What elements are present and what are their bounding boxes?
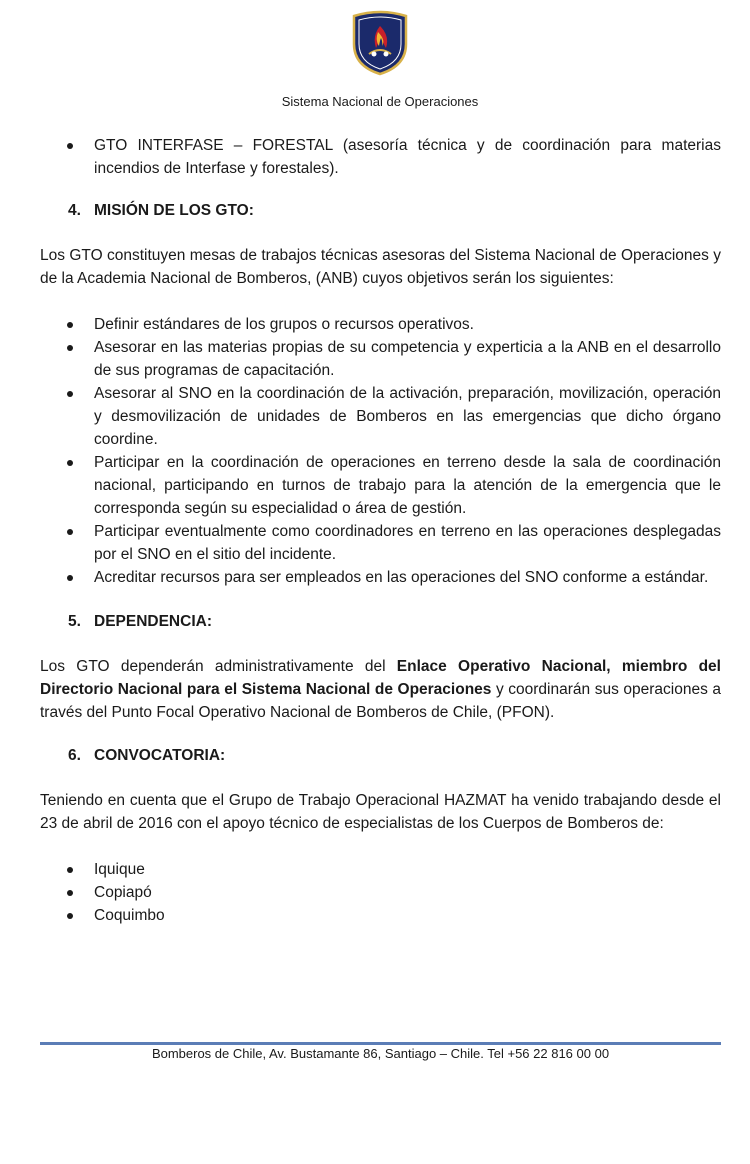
intro-bullet-list: [40, 134, 721, 180]
list-item: GTO INTERFASE – FORESTAL (asesoría técnica y de coordinación para materias incendios de Interfase y forestales).: [40, 134, 721, 180]
header-subtitle: Sistema Nacional de Operaciones: [281, 94, 479, 109]
section-6-bullet-list: [40, 858, 721, 927]
list-item: Iquique: [40, 858, 721, 881]
list-item: Participar eventualmente como coordinadores en terreno en las operaciones desplegadas por el SNO en el sitio del incidente.: [40, 520, 721, 566]
list-item: Coquimbo: [40, 904, 721, 927]
document-body: [40, 134, 721, 927]
section-4-paragraph: Los GTO constituyen mesas de trabajos técnicas asesoras del Sistema Nacional de Operaciones y de la Academia Nacional de Bomberos, (ANB) cuyos objetivos serán los siguientes:: [40, 247, 721, 287]
footer-address: Bomberos de Chile, Av. Bustamante 86, Santiago – Chile. Tel +56 22 816 00 00: [151, 1046, 610, 1061]
list-item: Acreditar recursos para ser empleados en las operaciones del SNO conforme a estándar.: [40, 566, 721, 589]
bomberos-chile-logo: [350, 10, 410, 76]
list-item: Asesorar al SNO en la coordinación de la activación, preparación, movilización, operación y desmovilización de unidades de Bomberos en las emergencias que dicho órgano coordine.: [40, 382, 721, 451]
list-item: Definir estándares de los grupos o recursos operativos.: [40, 313, 721, 336]
section-5-bold-text: Enlace Operativo Nacional, miembro del Directorio Nacional para el Sistema Nacional de Operaciones: [40, 658, 721, 698]
list-item: Participar en la coordinación de operaciones en terreno desde la sala de coordinación nacional, participando en turnos de trabajo para la atención de la emergencia que le corresponda según su especialidad o área de gestión.: [40, 451, 721, 520]
section-5-paragraph: Los GTO dependerán administrativamente del Enlace Operativo Nacional, miembro del Directorio Nacional para el Sistema Nacional de Operaciones y coordinarán sus operaciones a través del Punto Focal Operativo Nacional de Bomberos de Chile, (PFON).: [40, 658, 721, 721]
list-item: Asesorar en las materias propias de su competencia y experticia a la ANB en el desarrollo de sus programas de capacitación.: [40, 336, 721, 382]
footer-divider: [40, 1042, 721, 1045]
section-4-bullet-list: [40, 313, 721, 589]
section-4-heading: 4. MISIÓN DE LOS GTO:: [68, 202, 254, 219]
section-6-paragraph: Teniendo en cuenta que el Grupo de Trabajo Operacional HAZMAT ha venido trabajando desde el 23 de abril de 2016 con el apoyo técnico de especialistas de los Cuerpos de Bomberos de:: [40, 792, 721, 832]
list-item: Copiapó: [40, 881, 721, 904]
section-6-heading: 6. CONVOCATORIA:: [68, 747, 226, 764]
section-5-heading: 5. DEPENDENCIA:: [68, 613, 212, 630]
